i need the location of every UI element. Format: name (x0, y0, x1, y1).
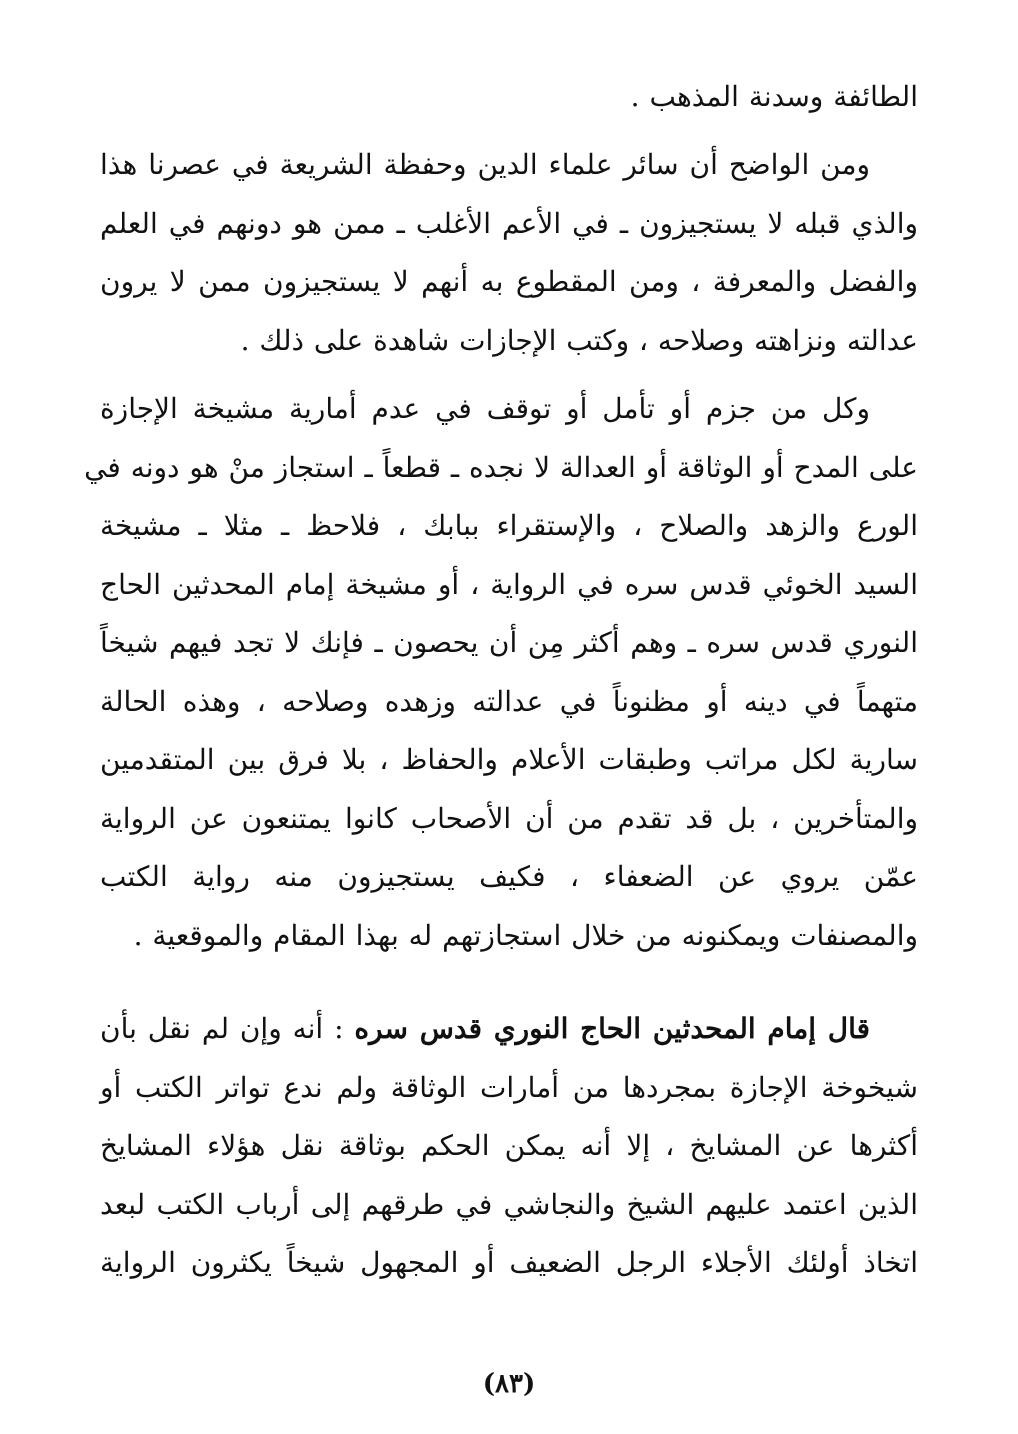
paragraph-first-line (100, 1000, 918, 1059)
paragraph-line: والمصنفات ويمكنونه من خلال استجازتهم له بهذا المقام والموقعية . (133, 918, 918, 952)
paragraph-line: وكل من جزم أو تأمل أو توقف في عدم أمارية مشيخة الإجازة (100, 392, 870, 425)
paragraph-line: النوري قدس سره ـ وهم أكثر مِن أن يحصون ـ فإنك لا تجد فيهم شيخاً (100, 626, 918, 659)
paragraph-line: اتخاذ أولئك الأجلاء الرجل الضعيف أو المجهول شيخاً يكثرون الرواية (100, 1246, 918, 1279)
paragraph-line: السيد الخوئي قدس سره في الرواية ، أو مشيخة إمام المحدثين الحاج (100, 567, 918, 601)
paragraph-line: أكثرها عن المشايخ ، إلا أنه يمكن الحكم بوثاقة نقل هؤلاء المشايخ (100, 1129, 918, 1162)
paragraph-line: الطائفة وسدنة المذهب . (630, 80, 918, 113)
paragraph-line: الذين اعتمد عليهم الشيخ والنجاشي في طرقهم إلى أرباب الكتب لبعد (100, 1187, 918, 1221)
bold-lead-text: قال إمام المحدثين الحاج النوري قدس سره (354, 1012, 870, 1045)
paragraph-line: والفضل والمعرفة ، ومن المقطوع به أنهم لا يستجيزون ممن لا يرون (100, 265, 918, 298)
paragraph-line: سارية لكل مراتب وطبقات الأعلام والحفاظ ، بلا فرق بين المتقدمين (100, 743, 918, 776)
paragraph-line: عمّن يروي عن الضعفاء ، فكيف يستجيزون منه رواية الكتب (100, 860, 918, 893)
paragraph-line: الورع والزهد والصلاح ، والإستقراء ببابك ، فلاحظ ـ مثلا ـ مشيخة (100, 509, 918, 542)
paragraph-line: والذي قبله لا يستجيزون ـ في الأعم الأغلب ـ ممن هو دونهم في العلم (100, 206, 918, 240)
paragraph-line: شيخوخة الإجازة بمجردها من أمارات الوثاقة ولم ندع تواتر الكتب أو (100, 1070, 918, 1104)
paragraph-2 (100, 136, 918, 370)
paragraph-3 (84, 380, 918, 965)
page-number: (٨٣) (482, 1369, 536, 1399)
paragraph-line: متهماً في دينه أو مظنوناً في عدالته وزهده وصلاحه ، وهذه الحالة (100, 684, 918, 718)
paragraph-line: والمتأخرين ، بل قد تقدم من أن الأصحاب كانوا يمتنعون عن الرواية (100, 801, 918, 835)
paragraph-line: عدالته ونزاهته وصلاحه ، وكتب الإجازات شاهدة على ذلك . (240, 323, 918, 357)
paragraph-1 (100, 68, 918, 127)
paragraph-4 (100, 1000, 918, 1293)
first-line-rest: : أنه وإن لم نقل بأن (100, 1012, 355, 1045)
paragraph-line: ومن الواضح أن سائر علماء الدين وحفظة الشريعة في عصرنا هذا (100, 148, 870, 181)
paragraph-line: على المدح أو الوثاقة أو العدالة لا نجده ـ قطعاً ـ استجاز منْ هو دونه في (84, 450, 918, 484)
